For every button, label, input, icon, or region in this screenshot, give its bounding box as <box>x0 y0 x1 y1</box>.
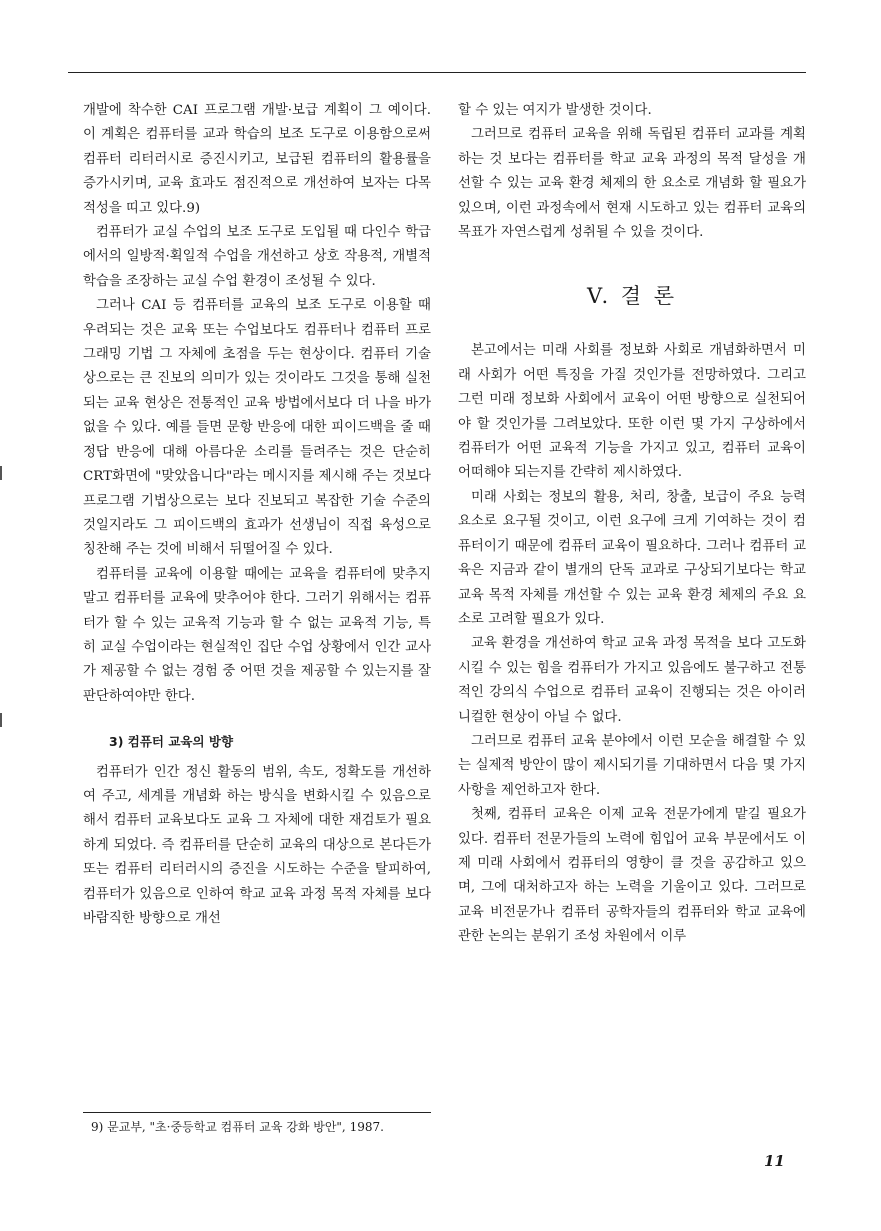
left-column <box>83 99 431 931</box>
paragraph: 그러므로 컴퓨터 교육을 위해 독립된 컴퓨터 교과를 계획하는 것 보다는 컴퓨터를 학교 교육 과정의 목적 달성을 개선할 수 있는 교육 환경 체제의 한 요소로 개념화 할 필요가 있으며, 이런 과정속에서 현재 시도하고 있는 컴퓨터 교육의 목표가 자연스럽게 성취될 수 있을 것이다. <box>458 127 806 241</box>
paragraph: 그러므로 컴퓨터 교육 분야에서 이런 모순을 해결할 수 있는 실제적 방안이 많이 제시되기를 기대하면서 다음 몇 가지 사항을 제언하고자 한다. <box>458 733 806 798</box>
paragraph: 할 수 있는 여지가 발생한 것이다. <box>458 103 652 118</box>
paragraph: 본고에서는 미래 사회를 정보화 사회로 개념화하면서 미래 사회가 어떤 특징을 가질 것인가를 전망하였다. 그리고 그런 미래 정보화 사회에서 교육이 어떤 방향으로 실천되어야 할 것인가를 그려보았다. 또한 이런 몇 가지 구상하에서 컴퓨터가 어떤 교육적 기능을 가지고 있고, 컴퓨터 교육이 어떠해야 되는지를 간략히 제시하였다. <box>458 343 806 481</box>
right-column <box>458 99 806 950</box>
subsection-heading: 3) 컴퓨터 교육의 방향 <box>109 734 234 750</box>
page-number: 11 <box>764 1152 785 1170</box>
footnote: 9) 문교부, "초·중등학교 컴퓨터 교육 강화 방안", 1987. <box>91 1120 384 1134</box>
paragraph: 개발에 착수한 CAI 프로그램 개발·보급 계획이 그 예이다. 이 계획은 컴퓨터를 교과 학습의 보조 도구로 이용함으로써 컴퓨터 리터러시로 증진시키고, 보급된 컴퓨터의 활용률을 증가시키며, 교육 효과도 점진적으로 개선하여 보자는 다목적성을 띠고 있다.9) <box>83 103 431 216</box>
paragraph: 컴퓨터가 교실 수업의 보조 도구로 도입될 때 다인수 학급에서의 일방적·획일적 수업을 개선하고 상호 작용적, 개별적 학습을 조장하는 교실 수업 환경이 조성될 수 있다. <box>83 225 431 289</box>
section-title: V. 결 론 <box>586 284 678 309</box>
paragraph: 첫째, 컴퓨터 교육은 이제 교육 전문가에게 맡길 필요가 있다. 컴퓨터 전문가들의 노력에 힘입어 교육 부문에서도 이제 미래 사회에서 컴퓨터의 영향이 클 것을 공감하고 있으며, 그에 대처하고자 하는 노력을 기울이고 있다. 그러므로 교육 비전문가나 컴퓨터 공학자들의 컴퓨터와 학교 교육에 관한 논의는 분위기 조성 차원에서 이루 <box>458 807 806 945</box>
paragraph: 컴퓨터를 교육에 이용할 때에는 교육을 컴퓨터에 맞추지 말고 컴퓨터를 교육에 맞추어야 한다. 그러기 위해서는 컴퓨터가 할 수 있는 교육적 기능과 할 수 없는 교육적 기능, 특히 교실 수업이라는 현실적인 집단 수업 상황에서 인간 교사가 제공할 수 없는 경험 중 어떤 것을 제공할 수 있는지를 잘 판단하여야만 한다. <box>83 566 431 704</box>
footnote-rule <box>83 1112 431 1113</box>
paragraph: 그러나 CAI 등 컴퓨터를 교육의 보조 도구로 이용할 때 우려되는 것은 교육 또는 수업보다도 컴퓨터나 컴퓨터 프로그래밍 기법 그 자체에 초점을 두는 현상이다. 컴퓨터 기술상으로는 큰 진보의 의미가 있는 것이라도 그것을 통해 실천되는 교육 현상은 전통적인 교육 방법에서보다 더 나을 바가 없을 수 있다. 예를 들면 문항 반응에 대한 피이드백을 줄 때 정답 반응에 대해 아름다운 소리를 들려주는 것은 단순히 CRT화면에 "맞았읍니다"라는 메시지를 제시해 주는 것보다 프로그램 기법상으로는 보다 진보되고 복잡한 기술 수준의 것일지라도 그 피이드백의 효과가 선생님이 직접 육성으로 칭찬해 주는 것에 비해서 뒤떨어질 수 있다. <box>83 298 431 558</box>
paragraph: 교육 환경을 개선하여 학교 교육 과정 목적을 보다 고도화 시킬 수 있는 힘을 컴퓨터가 가지고 있음에도 불구하고 전통적인 강의식 수업으로 컴퓨터 교육이 진행되는 것은 아이러니컬한 현상이 아닐 수 없다. <box>458 636 806 725</box>
scan-edge-mark <box>0 713 2 727</box>
paragraph: 컴퓨터가 인간 정신 활동의 범위, 속도, 정확도를 개선하여 주고, 세계를 개념화 하는 방식을 변화시킬 수 있음으로 해서 컴퓨터 교육보다도 교육 그 자체에 대한 재검토가 필요하게 되었다. 즉 컴퓨터를 단순히 교육의 대상으로 본다든가 또는 컴퓨터 리터러시의 증진을 시도하는 수준을 탈피하여, 컴퓨터가 있음으로 인하여 학교 교육 과정 목적 자체를 보다 바람직한 방향으로 개선 <box>83 764 431 926</box>
scan-edge-mark <box>0 466 2 480</box>
paragraph: 미래 사회는 정보의 활용, 처리, 창출, 보급이 주요 능력 요소로 요구될 것이고, 이런 요구에 크게 기여하는 것이 컴퓨터이기 때문에 컴퓨터 교육이 필요하다. 그러나 컴퓨터 교육은 지금과 같이 별개의 단독 교과로 구상되기보다는 학교 교육 목적 자체를 개선할 수 있는 교육 환경 체제의 주요 요소로 고려할 필요가 있다. <box>458 489 806 627</box>
header-rule <box>68 72 806 73</box>
